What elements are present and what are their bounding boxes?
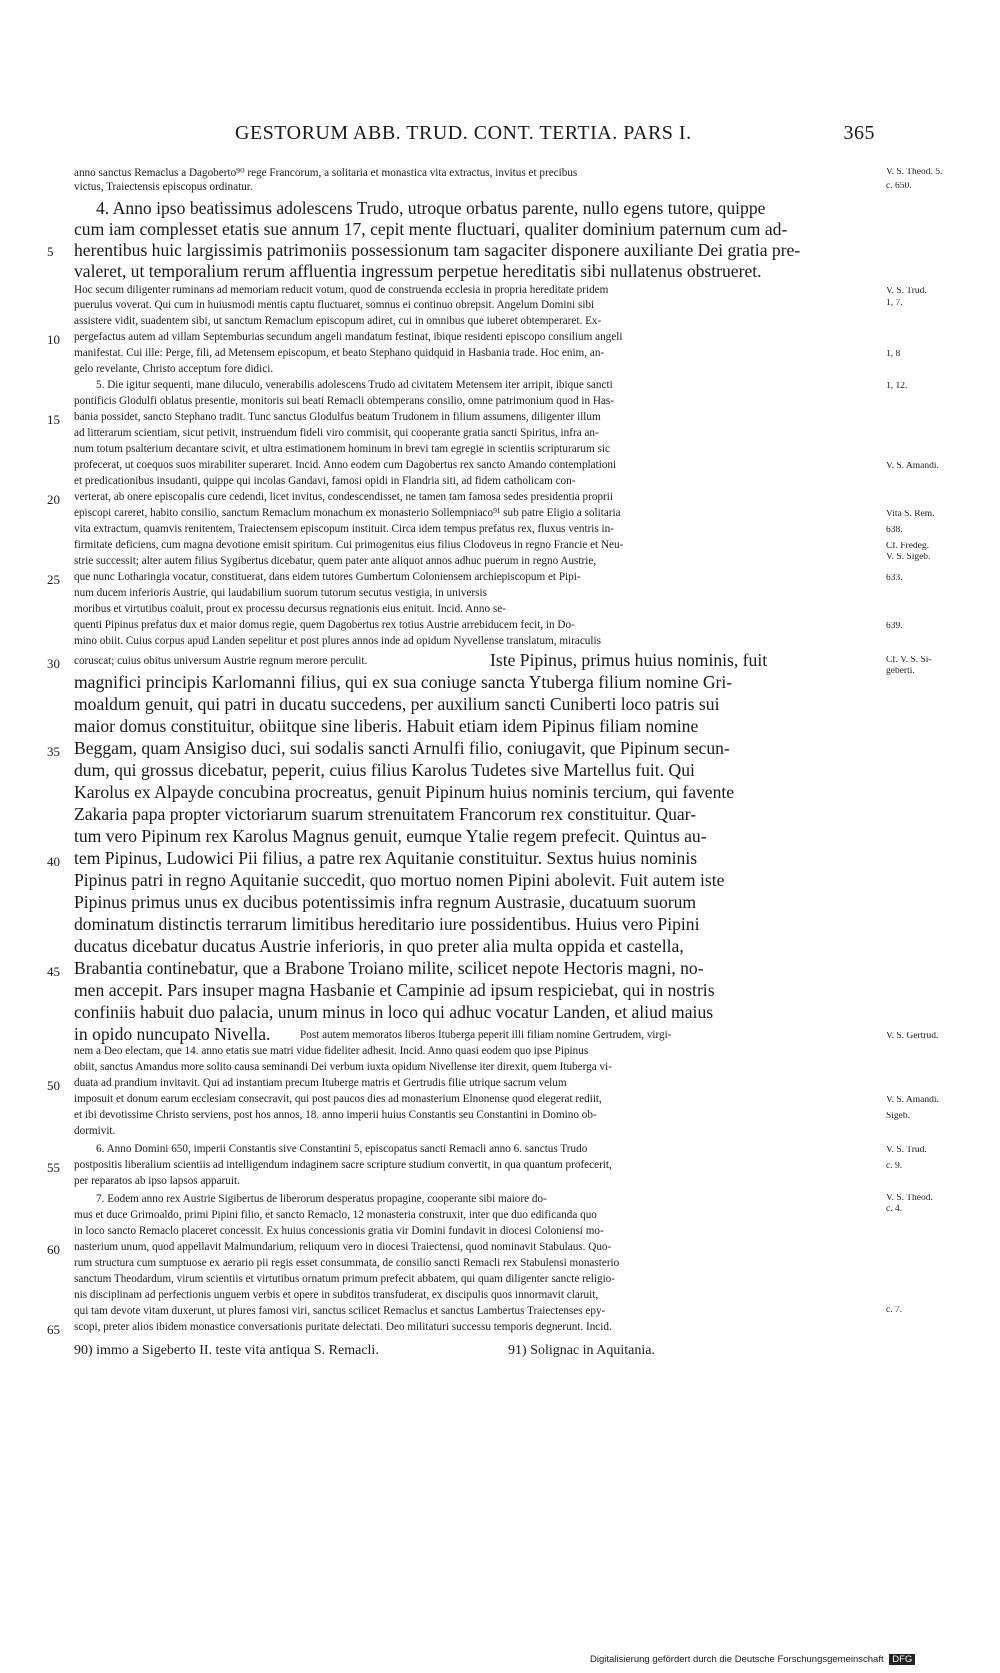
text-line: num ducem inferioris Austrie, qui laudabilium suorum tutorum secutus vestigia, in universis: [74, 588, 487, 599]
line-number: 25: [47, 572, 60, 587]
text-line: valeret, ut temporalium rerum affluentia ingressum perpetue hereditatis sibi nullatenus obstrueret.: [74, 263, 762, 281]
text-line: et predicationibus insudanti, quippe qui incolas Gandavi, famosi opidi in Flandria siti, ad fidem catholicam con-: [74, 476, 576, 487]
text-line: 4. Anno ipso beatissimus adolescens Trudo, utroque orbatus parente, nullo egens tutore, quippe: [96, 200, 766, 218]
margin-note: 639.: [886, 622, 903, 631]
text-line: dominatum distinctis terrarum limitibus hereditario iure possidentibus. Huius vero Pipini: [74, 916, 700, 934]
line-number: 60: [47, 1242, 60, 1257]
text-line: pergefactus autem ad villam Septemburias secundum angeli mandatum festinat, ibique residenti episcopo consilium angeli: [74, 332, 623, 343]
text-line: Pipinus primus unus ex ducibus potentissimis infra regnum Austrasie, ducatuum suorum: [74, 894, 697, 912]
margin-note: 638.: [886, 526, 903, 535]
margin-note: c. 4.: [886, 1205, 903, 1214]
text-line: tem Pipinus, Ludowici Pii filius, a patre rex Aquitanie constituitur. Sextus huius nominis: [74, 850, 698, 868]
text-line: dormivit.: [74, 1126, 116, 1137]
text-line: men accepit. Pars insuper magna Hasbanie et Campinie ad ipsum respiciebat, qui in nostris: [74, 982, 715, 1000]
margin-note: Cf. V. S. Si-: [886, 656, 932, 665]
margin-note: V. S. Amandi.: [886, 462, 939, 471]
line-number: 45: [47, 964, 60, 979]
text-line: coruscat; cuius obitus universum Austrie regnum merore perculit.: [74, 656, 368, 667]
line-number: 65: [47, 1322, 60, 1337]
margin-note: 1, 7.: [886, 299, 903, 308]
line-number: 35: [47, 744, 60, 759]
text-line: ad litterarum scientiam, sicut petivit, instruendum fideli viro commisit, qui cooperante gratia sancti Spiritus, infra an-: [74, 428, 599, 439]
text-line: Beggam, quam Ansigiso duci, sui sodalis sancti Arnulfi filio, coniugavit, que Pipinum secun-: [74, 740, 730, 758]
margin-note: geberti.: [886, 667, 915, 676]
text-line: pontificis Glodulfi oblatus presentie, monitoris sui beati Remacli obtemperans consilio, omne patrimonium quod in Has-: [74, 396, 615, 407]
dfg-logo: DFG: [889, 1654, 915, 1665]
margin-note: V. S. Trud.: [886, 287, 927, 296]
text-line: herentibus huic largissimis patrimoniis possessionum tam sagaciter disponere auxiliante Dei gratia pre-: [74, 242, 801, 260]
text-line: Karolus ex Alpayde concubina procreatus, genuit Pipinum huius nominis tercium, qui favente: [74, 784, 735, 802]
text-line: que nunc Lotharingia vocatur, constituerat, dans eidem tutores Gumbertum Coloniensem archiepiscopum et Pipi-: [74, 572, 581, 583]
margin-note: V. S. Theod.: [886, 1194, 933, 1203]
line-number: 50: [47, 1078, 60, 1093]
text-line: Iste Pipinus, primus huius nominis, fuit: [490, 652, 768, 670]
text-line: tum vero Pipinum rex Karolus Magnus genuit, eumque Ytalie regem prefecit. Quintus au-: [74, 828, 707, 846]
running-title: GESTORUM ABB. TRUD. CONT. TERTIA. PARS I.: [235, 122, 692, 144]
margin-note: V. S. Trud.: [886, 1146, 927, 1155]
text-line: strie successit; alter autem filius Sygibertus dicebatur, quem pater ante aliquot annos adhuc puerum in regno Austrie,: [74, 556, 597, 567]
text-line: sanctum Theodardum, virum scientiis et virtutibus ornatum primum prefecit abbatem, qui quam diligenter sancte religio-: [74, 1274, 616, 1285]
line-number: 30: [47, 656, 60, 671]
line-number: 40: [47, 854, 60, 869]
running-header: [235, 122, 875, 152]
text-line: in opido nuncupato Nivella.: [74, 1026, 271, 1044]
margin-note: V. S. Theod. 5.: [886, 168, 943, 177]
margin-note: V. S. Gertrud.: [886, 1032, 939, 1041]
text-line: in loco sancto Remaclo placeret concessit. Ex huius concessionis gratia vir Domini fundavit in diocesi Coloniensi mo-: [74, 1226, 604, 1237]
text-line: rum structura cum sumptuose ex aerario pii regis esset consummata, de consilio sancti Remacli rex Stabulensi monasterio: [74, 1258, 620, 1269]
text-line: moribus et virtutibus coaluit, prout ex processu decursus regnationis eius enituit. Incid. Anno se-: [74, 604, 506, 615]
text-line: assistere vidit, suadentem sibi, ut sanctum Remaclum episcopum adiret, cui in omnibus que iuberet obtemperaret. Ex-: [74, 316, 602, 327]
margin-note: c. 7.: [886, 1306, 903, 1315]
margin-note: 1, 8: [886, 350, 901, 359]
credit-text: Digitalisierung gefördert durch die Deutsche Forschungsgemeinschaft: [590, 1654, 884, 1665]
line-number: 5: [47, 244, 54, 259]
text-line: Post autem memoratos liberos Ituberga peperit illi filiam nomine Gertrudem, virgi-: [300, 1030, 672, 1041]
margin-note: c. 9.: [886, 1162, 903, 1171]
footnote: 90) immo a Sigeberto II. teste vita antiqua S. Remacli.: [74, 1344, 379, 1358]
line-number: 55: [47, 1160, 60, 1175]
text-line: nem a Deo electam, que 14. anno etatis sue matri vidue fideliter adhesit. Incid. Anno quasi eodem quo ipse Pipinus: [74, 1046, 589, 1057]
margin-note: 1, 12.: [886, 382, 908, 391]
line-number: 20: [47, 492, 60, 507]
text-line: magnifici principis Karlomanni filius, qui ex sua coniuge sancta Ytuberga filium nomine Gri-: [74, 674, 733, 692]
margin-note: Sigeb.: [886, 1112, 911, 1121]
text-line: Pipinus patri in regno Aquitanie succedit, quo mortuo nomen Pipini abolevit. Fuit autem iste: [74, 872, 725, 890]
margin-note: 633.: [886, 574, 903, 583]
text-line: firmitate deficiens, cum magna devotione emisit spiritum. Cui primogenitus eius filius Clodoveus in regno Francie et Neu-: [74, 540, 624, 551]
text-line: et ibi devotissime Christo serviens, post hos annos, 18. anno imperii huius Constantis seu Constantini in Domino ob-: [74, 1110, 597, 1121]
text-line: 7. Eodem anno rex Austrie Sigibertus de liberorum desperatus propagine, cooperante sibi maiore do-: [96, 1194, 547, 1205]
text-line: num totum psalterium decantare scivit, et ultra estimationem hominum in brevi tam egregie in scientiis scripturarum sic: [74, 444, 610, 455]
line-number: 10: [47, 332, 60, 347]
text-line: nasterium unum, quod appellavit Malmundarium, reliquum vero in diocesi Traiectensi, quod nominavit Stabulaus. Quo-: [74, 1242, 612, 1253]
text-line: vita extractum, quamvis renitentem, Traiectensem episcopum instituit. Circa idem tempus prefatus rex, fluxus ventris in-: [74, 524, 614, 535]
text-line: maior domus constituitur, obiitque sine liberis. Habuit etiam idem Pipinus filiam nomine: [74, 718, 699, 736]
text-line: verterat, ab onere episcopalis cure cedendi, licet invitus, condescendisset, ne tamen tam famosa sedes presidentia proprii: [74, 492, 613, 503]
text-line: Brabantia continebatur, que a Brabone Troiano milite, scilicet nepote Hectoris magni, no-: [74, 960, 704, 978]
text-line: gelo revelante, Christo acceptum fore didici.: [74, 364, 274, 375]
text-line: 5. Die igitur sequenti, mane diluculo, venerabilis adolescens Trudo ad civitatem Metensem iter arripit, ibique sancti: [96, 380, 613, 391]
text-line: obiit, sanctus Amandus more solito causa seminandi Dei verbum iuxta opidum Nivellense iter direxit, quem Ituberga vi-: [74, 1062, 612, 1073]
text-line: profecerat, ut coequos suos mirabiliter superaret. Incid. Anno eodem cum Dagobertus rex sancto Amando contemplationi: [74, 460, 617, 471]
text-line: postpositis liberalium scientiis ad intelligendum indaginem sacre scripture studium convertit, in qua quantum profecerit,: [74, 1160, 612, 1171]
digitization-credit: [590, 1654, 915, 1665]
text-line: bania possidet, sancto Stephano tradit. Tunc sanctus Glodulfus beatum Trudonem in filium assumens, diligenter illum: [74, 412, 601, 423]
line-number: 15: [47, 412, 60, 427]
footnote: 91) Solignac in Aquitania.: [508, 1344, 655, 1358]
text-line: 6. Anno Domini 650, imperii Constantis sive Constantini 5, episcopatus sancti Remacli anno 6. sanctus Trudo: [96, 1144, 588, 1155]
margin-note: V. S. Amandi.: [886, 1096, 939, 1105]
text-line: confiniis habuit duo palacia, unum minus in loco qui adhuc vocatur Landen, et aliud maius: [74, 1004, 714, 1022]
margin-note: Cf. Fredeg.: [886, 542, 930, 551]
text-line: imposuit et donum earum ecclesiam consecravit, qui post paucos dies ad monasterium Elnonense quod elegerat rediit,: [74, 1094, 602, 1105]
text-line: anno sanctus Remaclus a Dagoberto⁹⁰ rege Francorum, a solitaria et monastica vita extractus, invitus et precibus: [74, 168, 578, 179]
text-line: duata ad prandium invitavit. Qui ad instantiam precum Ituberge matris et Gertrudis filie utrique sacrum velum: [74, 1078, 567, 1089]
text-line: ducatus dicebatur ducatus Austrie inferioris, in quo preter alia multa oppida et castella,: [74, 938, 684, 956]
text-line: Zakaria papa propter victoriarum suarum strenuitatem Francorum rex constituitur. Quar-: [74, 806, 697, 824]
text-line: puerulus voverat. Qui cum in huiusmodi mentis captu fluctuaret, somnus ei continuo obrepsit. Angelum Domini sibi: [74, 300, 595, 311]
margin-note: Vita S. Rem.: [886, 510, 935, 519]
text-line: cum iam complesset etatis sue annum 17, cepit mente fluctuari, qualiter dominium paternum cum ad-: [74, 221, 788, 239]
text-line: episcopi careret, habito consilio, sanctum Remaclum monachum ex monasterio Sollempniaco⁹¹ sub patre Eligio a solitaria: [74, 508, 621, 519]
text-line: dum, qui grossus dicebatur, peperit, cuius filius Karolus Tudetes sive Martellus fuit. Qui: [74, 762, 695, 780]
text-line: nis disciplinam ad perfectionis unguem verbis et opere in subditos transfuderat, ex discipulis quos innormavit claruit,: [74, 1290, 599, 1301]
text-line: Hoc secum diligenter ruminans ad memoriam reducit votum, quod de construenda ecclesia in propria hereditate pridem: [74, 285, 609, 296]
text-line: scopi, preter alios ibidem monastice conversationis puritate delectati. Deo militaturi successu temporis degnerunt. Incid.: [74, 1322, 612, 1333]
text-line: mus et duce Grimoaldo, primi Pipini filio, et sancto Remaclo, 12 monasteria construxit, inter que duo edificanda quo: [74, 1210, 597, 1221]
text-line: manifestat. Cui ille: Perge, fili, ad Metensem episcopum, et beato Stephano quidquid in Hasbania trade. Hoc enim, an-: [74, 348, 605, 359]
page-number: 365: [843, 122, 875, 144]
text-line: victus, Traiectensis episcopus ordinatur.: [74, 182, 253, 193]
margin-note: V. S. Sigeb.: [886, 553, 931, 562]
text-line: mino obiit. Cuius corpus apud Landen sepelitur et post plures annos inde ad opidum Nyvellense translatum, miraculis: [74, 636, 601, 647]
margin-note: c. 650.: [886, 182, 912, 191]
text-line: qui tam devote vitam duxerunt, ut plures famosi viri, sanctus scilicet Remaclus et sanctus Lambertus Traiectenses epy-: [74, 1306, 606, 1317]
text-line: quenti Pipinus prefatus dux et maior domus regie, quem Dagobertus rex totius Austrie arrebiducem fecit, in Do-: [74, 620, 575, 631]
text-line: per reparatos ab ipso lapsos apparuit.: [74, 1176, 240, 1187]
text-line: moaldum genuit, qui patri in ducatu succedens, per auxilium sancti Cuniberti loco patris sui: [74, 696, 720, 714]
